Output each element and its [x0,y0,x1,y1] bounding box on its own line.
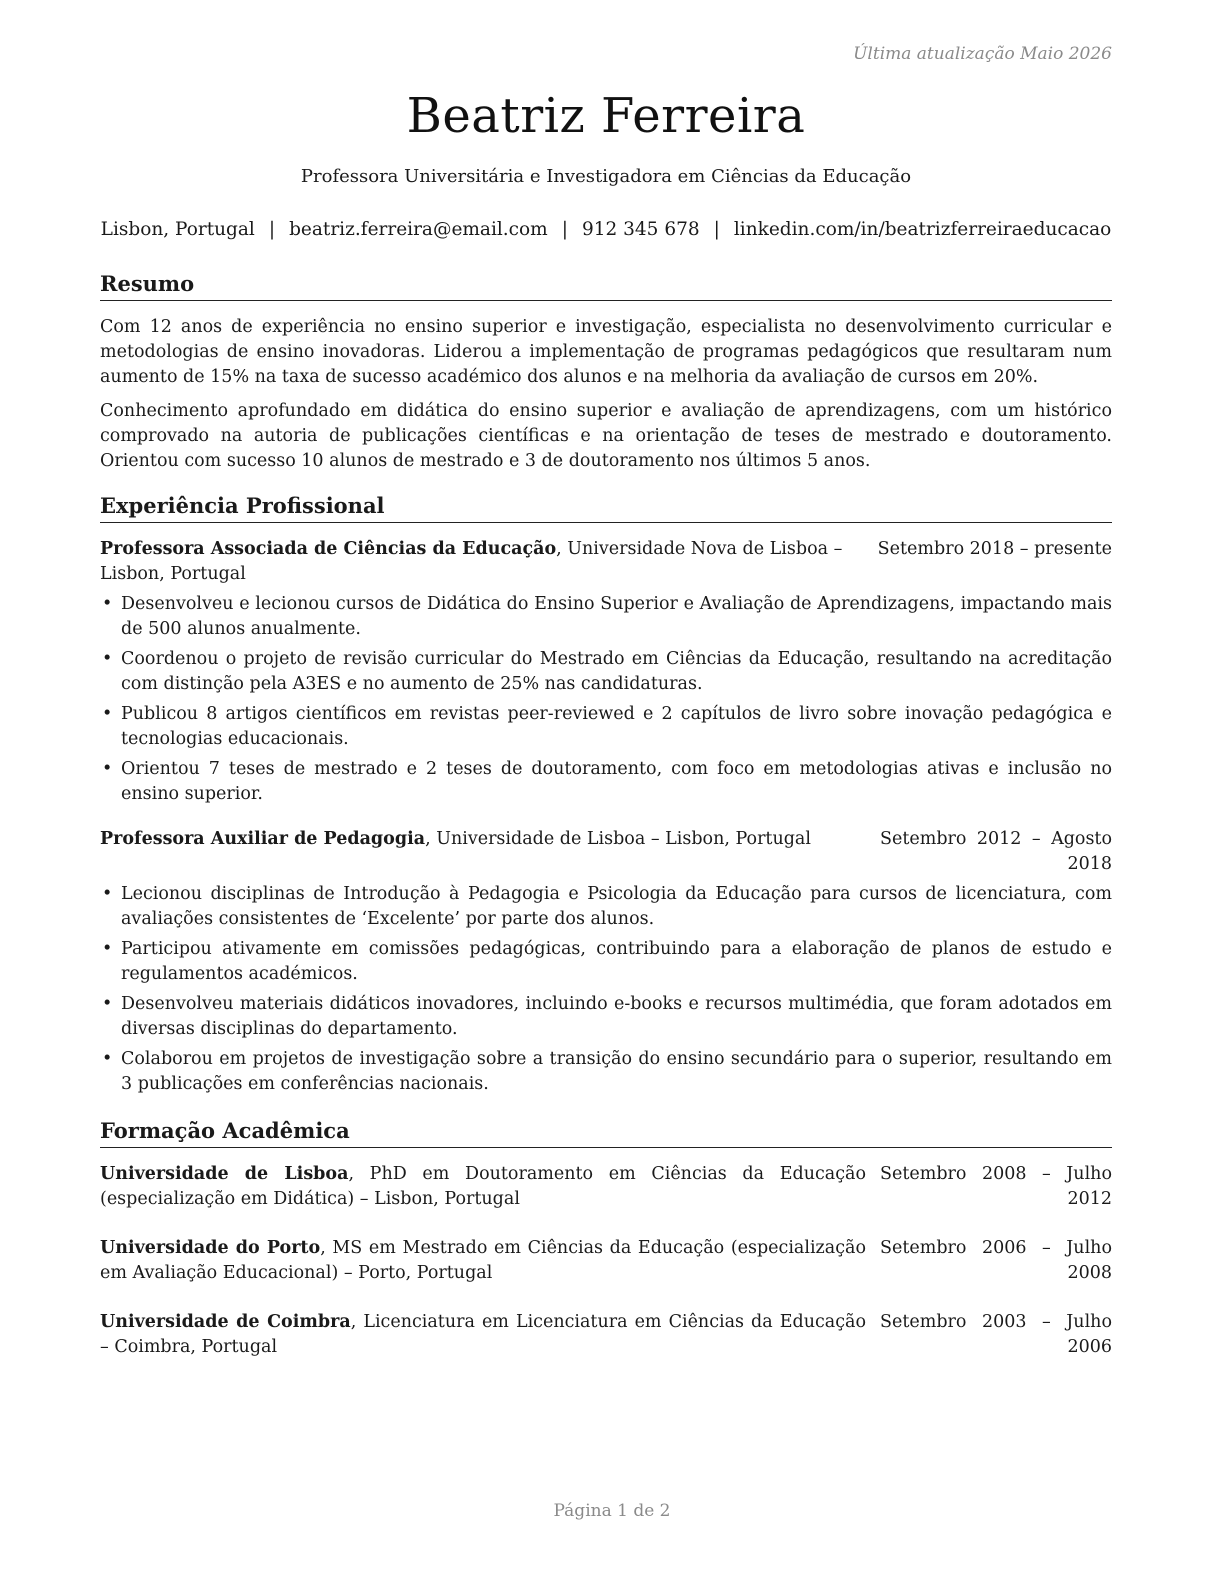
education-header [100,1236,1112,1286]
job-role: Professora Auxiliar de Pedagogia [100,829,426,849]
education-description [100,1236,866,1286]
education-header [100,1310,1112,1360]
job-org-location: , Universidade de Lisboa – Lisbon, Portugal [425,829,811,849]
bullet-icon: • [102,939,113,959]
job-bullet [100,592,1112,642]
education-dates: Setembro 2006 – Julho 2008 [880,1238,1112,1283]
section-title-summary: Resumo [100,270,1112,301]
job-bullet-text: Orientou 7 teses de mestrado e 2 teses de doutoramento, com foco em metodologias ativas e inclusão no ensino superior. [121,759,1112,804]
education-detail: , PhD em Doutoramento em Ciências da Educação (especialização em Didática) – Lisbon, Portugal [100,1164,866,1209]
job-role-line [100,827,866,852]
last-updated-note: Última atualização Maio 2026 [853,44,1112,64]
education-description [100,1162,866,1212]
education-school: Universidade de Lisboa [100,1164,349,1184]
resume-page [100,0,1112,1584]
contact-phone[interactable]: 912 345 678 [581,219,700,240]
education-section [100,1117,1112,1360]
job-bullet-text: Desenvolveu materiais didáticos inovadores, incluindo e-books e recursos multimédia, que foram adotados em diversas disciplinas do departamento. [121,994,1112,1039]
job-bullet [100,992,1112,1042]
job-header [100,827,1112,877]
job-dates: Setembro 2018 – presente [877,539,1112,559]
job-bullet-list [100,882,1112,1097]
job-bullet-text: Lecionou disciplinas de Introdução à Pedagogia e Psicologia da Educação para cursos de licenciatura, com avaliações consistentes de ‘Excelente’ por parte dos alunos. [121,884,1112,929]
job-bullet [100,757,1112,807]
job-bullet [100,702,1112,752]
contact-location: Lisbon, Portugal [100,219,255,240]
job-bullet-text: Participou ativamente em comissões pedagógicas, contribuindo para a elaboração de planos de estudo e regulamentos académicos. [121,939,1112,984]
experience-section [100,492,1112,1097]
education-entry [100,1310,1112,1360]
contact-separator: | [713,219,720,240]
resume-content [100,270,1112,1384]
bullet-icon: • [102,884,113,904]
job-entry [100,537,1112,807]
job-bullet-text: Publicou 8 artigos científicos em revistas peer-reviewed e 2 capítulos de livro sobre inovação pedagógica e tecnologias educacionais. [121,704,1112,749]
job-dates: Setembro 2012 – Agosto 2018 [880,829,1112,874]
section-title-experience: Experiência Profissional [100,492,1112,523]
job-role-line [100,537,864,587]
bullet-icon: • [102,994,113,1014]
education-header [100,1162,1112,1212]
job-bullet [100,882,1112,932]
job-header [100,537,1112,587]
contact-separator: | [561,219,568,240]
education-dates: Setembro 2003 – Julho 2006 [880,1312,1112,1357]
bullet-icon: • [102,759,113,779]
job-role: Professora Associada de Ciências da Educação [100,539,557,559]
education-detail: , MS em Mestrado em Ciências da Educação (especialização em Avaliação Educacional) – Porto, Portugal [100,1238,866,1283]
contact-line [100,219,1112,240]
contact-email[interactable]: beatriz.ferreira@email.com [289,219,548,240]
job-entry [100,827,1112,1097]
bullet-icon: • [102,704,113,724]
education-dates: Setembro 2008 – Julho 2012 [880,1164,1112,1209]
education-entry [100,1236,1112,1286]
bullet-icon: • [102,649,113,669]
job-bullet [100,1047,1112,1097]
bullet-icon: • [102,1049,113,1069]
education-entry [100,1162,1112,1212]
education-description [100,1310,866,1360]
job-bullet [100,647,1112,697]
job-org-location: , Universidade Nova de Lisboa – Lisbon, Portugal [100,539,843,584]
job-bullet [100,937,1112,987]
education-detail: , Licenciatura em Licenciatura em Ciências da Educação – Coimbra, Portugal [100,1312,866,1357]
job-bullet-text: Colaborou em projetos de investigação sobre a transição do ensino secundário para o superior, resultando em 3 publicações em conferências nacionais. [121,1049,1112,1094]
job-bullet-list [100,592,1112,807]
summary-section [100,270,1112,474]
education-school: Universidade do Porto [100,1238,321,1258]
professional-title: Professora Universitária e Investigadora em Ciências da Educação [300,166,912,187]
summary-paragraph: Conhecimento aprofundado em didática do ensino superior e avaliação de aprendizagens, com um histórico comprovado na autoria de publicações científicas e na orientação de teses de mestrado e doutoramento. Orientou com sucesso 10 alunos de mestrado e 3 de doutoramento nos últimos 5 anos. [100,401,1112,471]
bullet-icon: • [102,594,113,614]
section-title-education: Formação Acadêmica [100,1117,1112,1148]
contact-separator: | [268,219,276,240]
job-bullet-text: Desenvolveu e lecionou cursos de Didática do Ensino Superior e Avaliação de Aprendizagens, impactando mais de 500 alunos anualmente. [121,594,1112,639]
page-number: Página 1 de 2 [553,1501,671,1521]
contact-linkedin[interactable]: linkedin.com/in/beatrizferreiraeducacao [733,219,1112,240]
person-name: Beatriz Ferreira [406,88,806,144]
summary-paragraph: Com 12 anos de experiência no ensino superior e investigação, especialista no desenvolvimento curricular e metodologias de ensino inovadoras. Liderou a implementação de programas pedagógicos que resultaram num aumento de 15% na taxa de sucesso académico dos alunos e na melhoria da avaliação de cursos em 20%. [100,317,1112,387]
job-bullet-text: Coordenou o projeto de revisão curricular do Mestrado em Ciências da Educação, resultando na acreditação com distinção pela A3ES e no aumento de 25% nas candidaturas. [121,649,1112,694]
education-school: Universidade de Coimbra [100,1312,351,1332]
